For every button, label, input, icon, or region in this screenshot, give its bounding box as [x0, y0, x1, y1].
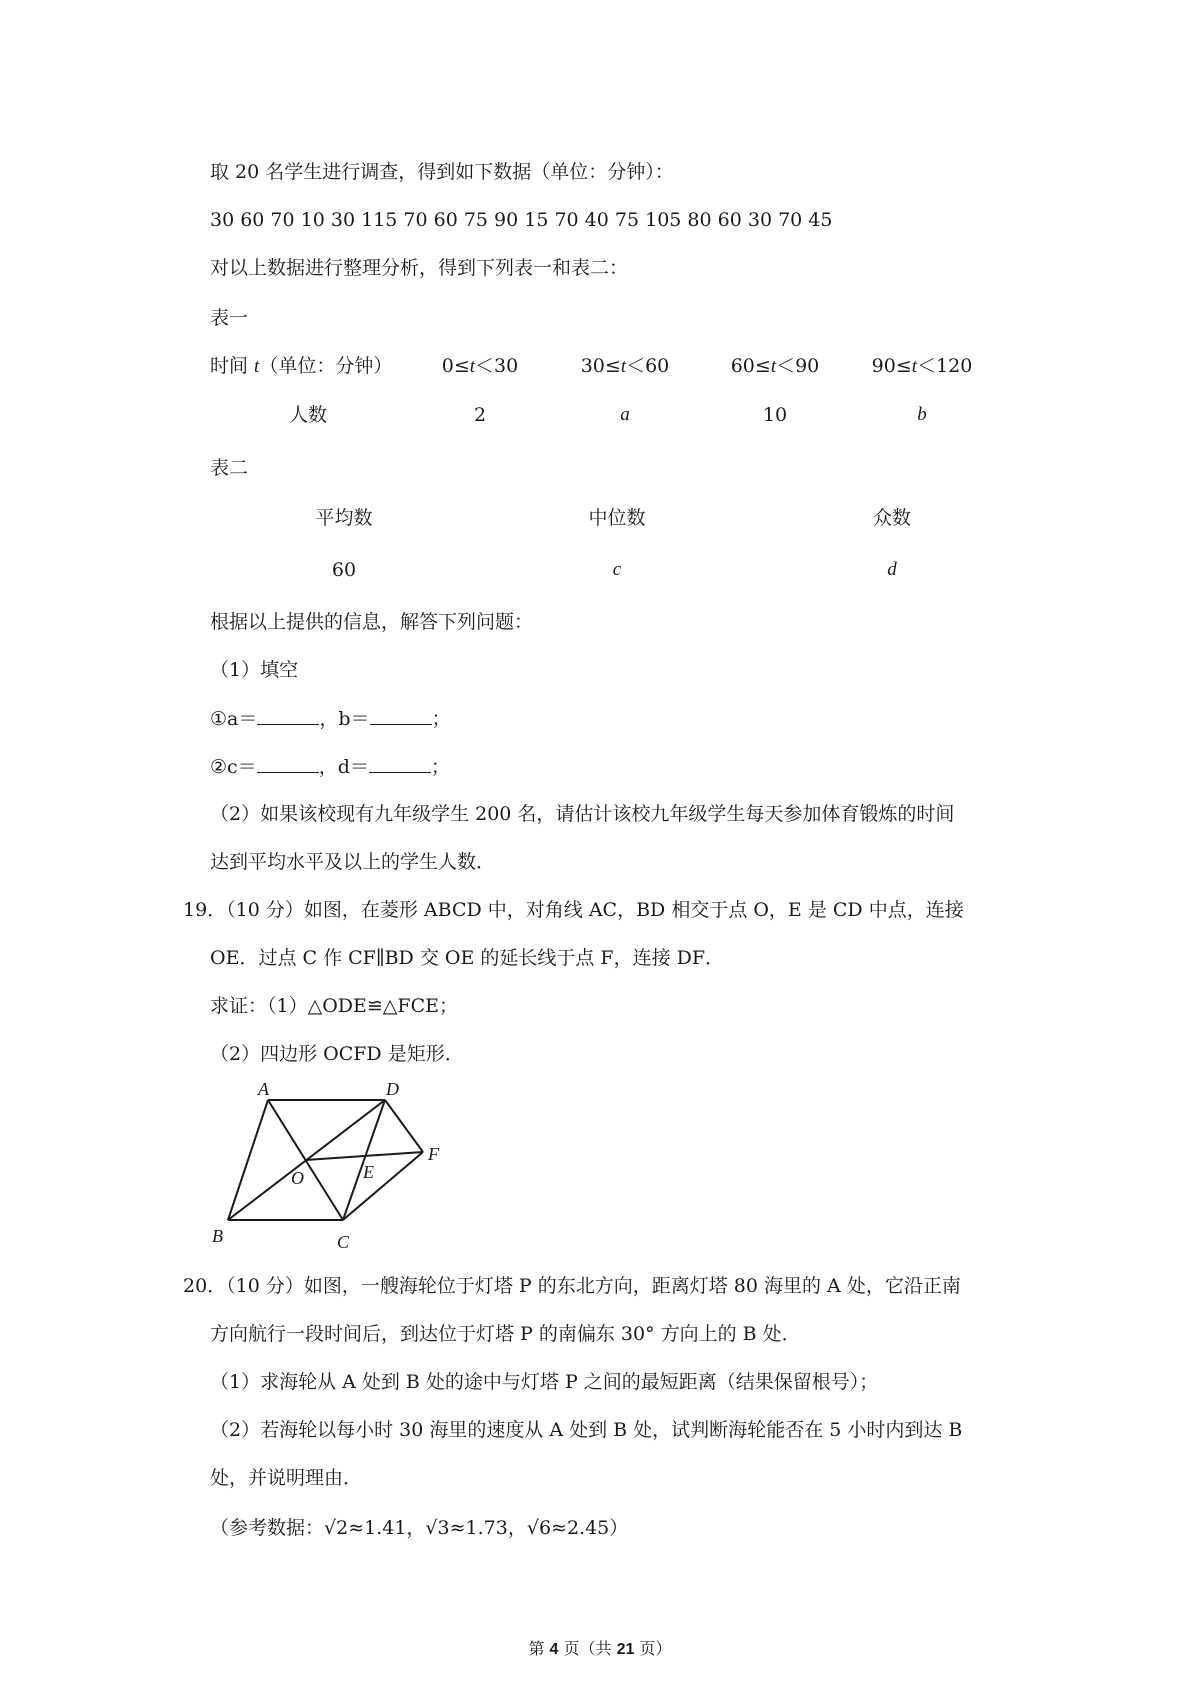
table1-count-1: 2	[473, 404, 487, 426]
label-F: F	[428, 1144, 439, 1164]
answer-blank-b[interactable]	[370, 706, 432, 725]
table2-title: 表二	[210, 457, 249, 479]
table1-title: 表一	[210, 307, 249, 329]
table1-count-2: a	[620, 404, 630, 425]
table1-range-3: 60≤t＜90	[730, 355, 820, 377]
q18-part2-line2: 达到平均水平及以上的学生人数．	[210, 851, 496, 873]
table1-count-3: 10	[762, 404, 788, 426]
q20-reference-data: （参考数据：√2≈1.41，√3≈1.73，√6≈2.45）	[210, 1517, 629, 1539]
table1-count-4: b	[917, 404, 927, 425]
q19-line-4: （2）四边形 OCFD 是矩形．	[210, 1043, 464, 1065]
q19-line-1: 19．（10 分）如图，在菱形 ABCD 中，对角线 AC，BD 相交于点 O，E 是 CD 中点，连接	[183, 899, 964, 921]
q18-prompt: 根据以上提供的信息，解答下列问题：	[210, 611, 534, 633]
table2-header-median: 中位数	[588, 507, 646, 529]
q20-line-5: 处，并说明理由．	[210, 1467, 363, 1489]
label-B: B	[212, 1226, 223, 1246]
segment-DF	[385, 1100, 423, 1152]
label-D: D	[386, 1080, 399, 1099]
segment-AB	[228, 1100, 268, 1220]
label-A: A	[258, 1080, 269, 1099]
q20-line-1: 20．（10 分）如图，一艘海轮位于灯塔 P 的东北方向，距离灯塔 80 海里的 A 处，它沿正南	[183, 1275, 961, 1297]
rhombus-figure	[200, 1080, 450, 1260]
table2-value-mean: 60	[331, 559, 357, 581]
table2-value-mode: d	[887, 559, 897, 580]
total-pages: 21	[616, 1641, 635, 1658]
table1-range-2: 30≤t＜60	[580, 355, 670, 377]
table2-header-mode: 众数	[872, 507, 911, 529]
table1-range-1: 0≤t＜30	[441, 355, 519, 377]
intro-line-1: 取 20 名学生进行调查，得到如下数据（单位：分钟）：	[210, 161, 674, 183]
q18-fill-2: ②c＝ ，d＝ ；	[210, 756, 450, 778]
q19-line-2: OE．过点 C 作 CF∥BD 交 OE 的延长线于点 F，连接 DF．	[210, 947, 725, 969]
intro-line-3: 对以上数据进行整理分析，得到下列表一和表二：	[210, 257, 629, 279]
answer-blank-d[interactable]	[369, 754, 431, 773]
table2-value-median: c	[612, 559, 622, 580]
table1-range-4: 90≤t＜120	[871, 355, 973, 377]
answer-blank-c[interactable]	[257, 754, 319, 773]
raw-data-row: 30 60 70 10 30 115 70 60 75 90 15 70 40 75 105 80 60 30 70 45	[210, 209, 833, 231]
q18-part2-line1: （2）如果该校现有九年级学生 200 名，请估计该校九年级学生每天参加体育锻炼的时间	[210, 803, 955, 825]
table2-header-mean: 平均数	[315, 507, 373, 529]
page-footer: 第 4 页（共 21 页）	[528, 1639, 672, 1658]
q20-line-3: （1）求海轮从 A 处到 B 处的途中与灯塔 P 之间的最短距离（结果保留根号）；	[210, 1371, 879, 1393]
page-number: 4	[549, 1641, 559, 1658]
q19-line-3: 求证：（1）△ODE≌△FCE；	[210, 995, 459, 1017]
answer-blank-a[interactable]	[257, 706, 319, 725]
q20-line-2: 方向航行一段时间后，到达位于灯塔 P 的南偏东 30° 方向上的 B 处．	[210, 1323, 801, 1345]
table1-row-label: 人数	[288, 404, 327, 426]
q18-part1: （1）填空	[210, 659, 299, 681]
label-E: E	[363, 1162, 374, 1182]
label-C: C	[337, 1232, 350, 1252]
label-O: O	[291, 1168, 304, 1188]
q18-fill-1: ①a＝ ，b＝ ；	[210, 708, 451, 730]
q20-line-4: （2）若海轮以每小时 30 海里的速度从 A 处到 B 处，试判断海轮能否在 5 小时内到达 B	[210, 1419, 963, 1441]
figure-lines	[228, 1100, 423, 1220]
table1-header-label: 时间 t（单位：分钟）	[210, 355, 393, 377]
